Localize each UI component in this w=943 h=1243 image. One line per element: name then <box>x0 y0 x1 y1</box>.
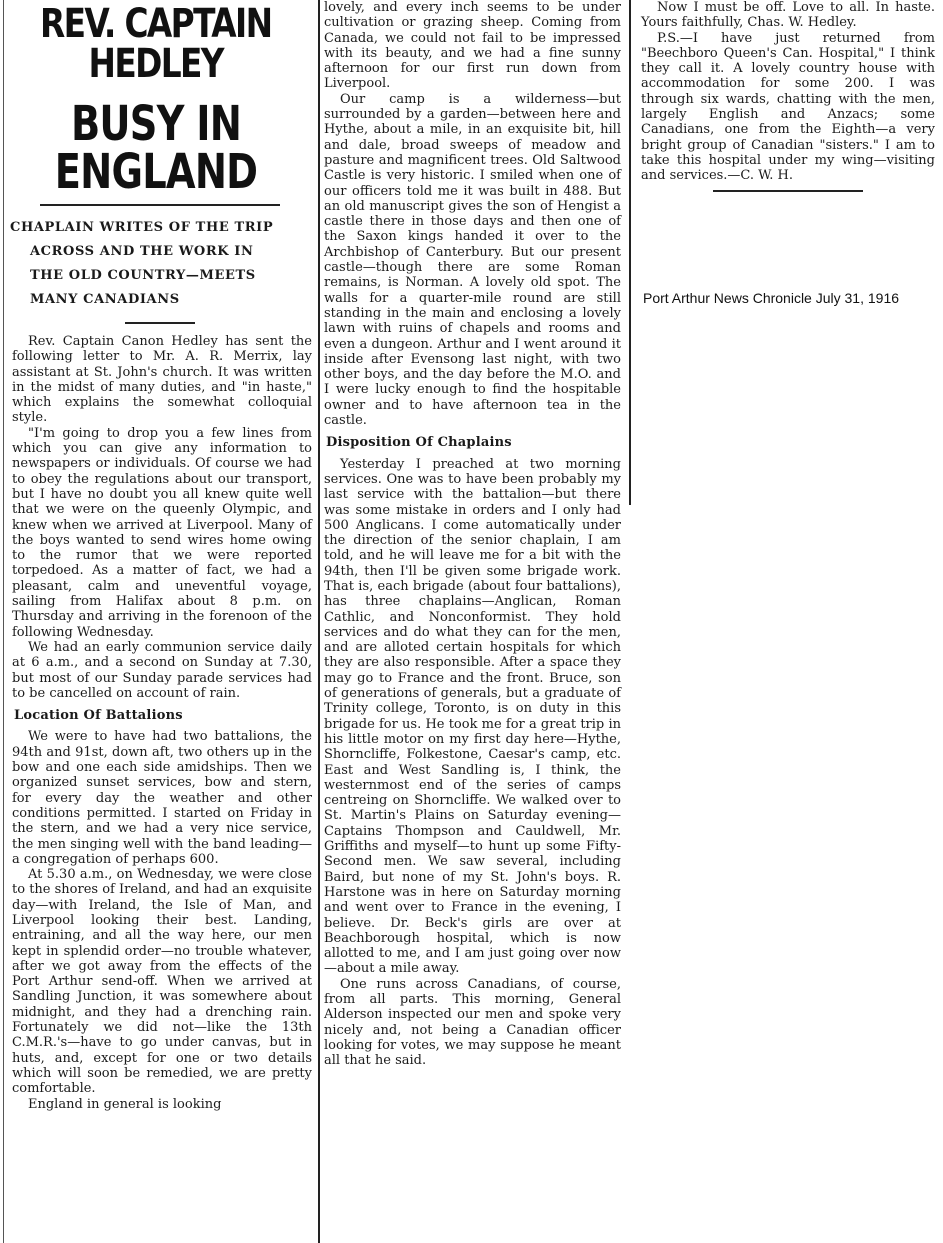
closing-paragraph: Now I must be off. Love to all. In haste. Yours faithfully, Chas. W. Hedley. <box>641 0 935 31</box>
column-rule-1 <box>318 0 320 1243</box>
section1-paragraph-1: We were to have had two battalions, the 94th and 91st, down aft, two others up in the bow and one each side amidships. Then we organized sunset services, bow and stern, for every day the weather and other conditions permitted. I started on Friday in the stern, and we had a very nice service, the men singing well with the band leading—a congregation of perhaps 600. <box>12 729 312 867</box>
postscript-paragraph: P.S.—I have just returned from "Beechboro Queen's Can. Hospital," I think they call it. A lovely country house with accommodation for some 200. I was through six wards, chatting with the men, largely English and Anzacs; some Canadians, one from the Eighth—a very bright group of Canadian "sisters." I am to take this hospital under my wing—visiting and services.—C. W. H. <box>641 30 935 184</box>
subhead-disposition-of-chaplains: Disposition Of Chaplains <box>326 435 512 451</box>
column-3 <box>637 0 939 260</box>
intro-paragraph-2: "I'm going to drop you a few lines from which you can give any information to newspapers or individuals. Of course we had to obey the regulations about our transport, but I have no doubt you all knew quite well that we were on the queenly Olympic, and knew when we arrived at Liverpool. Many of the boys wanted to send wires home owing to the rumor that we were reported torpedoed. As a matter of fact, we had a pleasant, calm and uneventful voyage, sailing from Halifax about 8 p.m. on Thursday and arriving in the forenoon of the following Wednesday. <box>12 425 312 640</box>
headline-line-1: REV. CAPTAIN HEDLEY <box>40 1 272 87</box>
source-caption: Port Arthur News Chronicle July 31, 1916 <box>643 290 900 306</box>
deck-line-2: ACROSS AND THE WORK IN <box>30 244 254 259</box>
col2-paragraph-2: Our camp is a wilderness—but surrounded by a garden—between here and Hythe, about a mile, in an exquisite bit, hill and dale, broad sweeps of meadow and pasture and magnificent trees. Old Saltwood Castle is very historic. I smiled when one of our officers told me it was built in 488. But an old manuscript gives the son of Hengist a castle there in those days and then one of the Saxon kings handed it over to the Archbishop of Canterbury. But our present castle—though there are some Roman remains, is Norman. A lovely old spot. The walls for a quarter-mile round are still standing in the main and enclosing a lovely lawn with ruins of chapels and rooms and even a dungeon. Arthur and I went around it inside after Evensong last night, with two other boys, and the day before the M.O. and I were lucky enough to find the hospitable owner and to have afternoon tea in the castle. <box>324 91 621 429</box>
col2-paragraph-1: lovely, and every inch seems to be under cultivation or grazing sheep. Coming from Canada, we could not fail to be impressed with its beauty, and we had a fine sunny afternoon for our first run down from Liverpool. <box>324 0 621 92</box>
column-rule-2 <box>629 0 631 505</box>
section2-paragraph-2: One runs across Canadians, of course, from all parts. This morning, General Alderson inspected our men and spoke very nicely and, not being a Canadian officer looking for votes, we may suppose he meant all that he said. <box>324 976 621 1069</box>
deck-rule <box>125 322 195 324</box>
article-body-col3 <box>637 0 939 184</box>
section1-paragraph-2: At 5.30 a.m., on Wednesday, we were close to the shores of Ireland, and had an exquisite day—with Ireland, the Isle of Man, and Liverpool looking their best. Landing, entraining, and all the way here, our men kept in splendid order—no trouble whatever, after we got away from the effects of the Port Arthur send-off. When we arrived at Sandling Junction, it was somewhere about midnight, and they had a drenching rain. Fortunately we did not—like the 13th C.M.R.'s—have to go under canvas, but in huts, and, except for one or two details which will soon be remedied, we are pretty comfortable. <box>12 867 312 1097</box>
end-rule <box>713 190 863 192</box>
section1-paragraph-3: England in general is looking <box>28 1096 222 1112</box>
headline-rule <box>40 204 280 206</box>
column-2 <box>322 0 625 1243</box>
article-body-col2 <box>322 0 625 1068</box>
intro-paragraph-1: Rev. Captain Canon Hedley has sent the following letter to Mr. A. R. Merrix, lay assistant at St. John's church. It was written in the midst of many duties, and "in haste," which explains the somewhat colloquial style. <box>12 334 312 426</box>
subhead-location-of-battalions: Location Of Battalions <box>14 708 183 724</box>
deck-line-1: CHAPLAIN WRITES OF THE TRIP <box>10 220 274 235</box>
deck-line-4: MANY CANADIANS <box>30 292 180 307</box>
deck-headline <box>10 216 310 312</box>
article-body-col1 <box>4 334 316 1112</box>
intro-paragraph-3: We had an early communion service daily at 6 a.m., and a second on Sunday at 7.30, but most of our Sunday parade services had to be cancelled on account of rain. <box>12 639 312 701</box>
column-1 <box>4 0 316 1243</box>
headline-line-2: BUSY IN ENGLAND <box>54 96 258 200</box>
deck-line-3: THE OLD COUNTRY—MEETS <box>30 268 256 283</box>
section2-paragraph-1: Yesterday I preached at two morning services. One was to have been probably my last service with the battalion—but there was some mistake in orders and I only had 500 Anglicans. I come automatically under the direction of the senior chaplain, I am told, and he will leave me for a bit with the 94th, then I'll be given some brigade work. That is, each brigade (about four battalions), has three chaplains—Anglican, Roman Cathlic, and Nonconformist. They hold services and do what they can for the men, and are alloted certain hospitals for which they are also responsible. After a space they may go to France and the front. Bruce, son of generations of generals, but a graduate of Trinity college, Toronto, is on duty in this brigade for us. He took me for a great trip in his little motor on my first day here—Hythe, Shorncliffe, Folkestone, Caesar's camp, etc. East and West Sandling is, I think, the westernmost end of the series of camps centreing on Shorncliffe. We walked over to St. Martin's Plains on Saturday evening—Captains Thompson and Cauldwell, Mr. Griffiths and myself—to hunt up some Fifty-Second men. We saw several, including Baird, but none of my St. John's boys. R. Harstone was in here on Saturday morning and went over to France in the evening, I believe. Dr. Beck's girls are over at Beachborough hospital, which is now allotted to me, and I am just going over now—about a mile away. <box>324 456 621 977</box>
